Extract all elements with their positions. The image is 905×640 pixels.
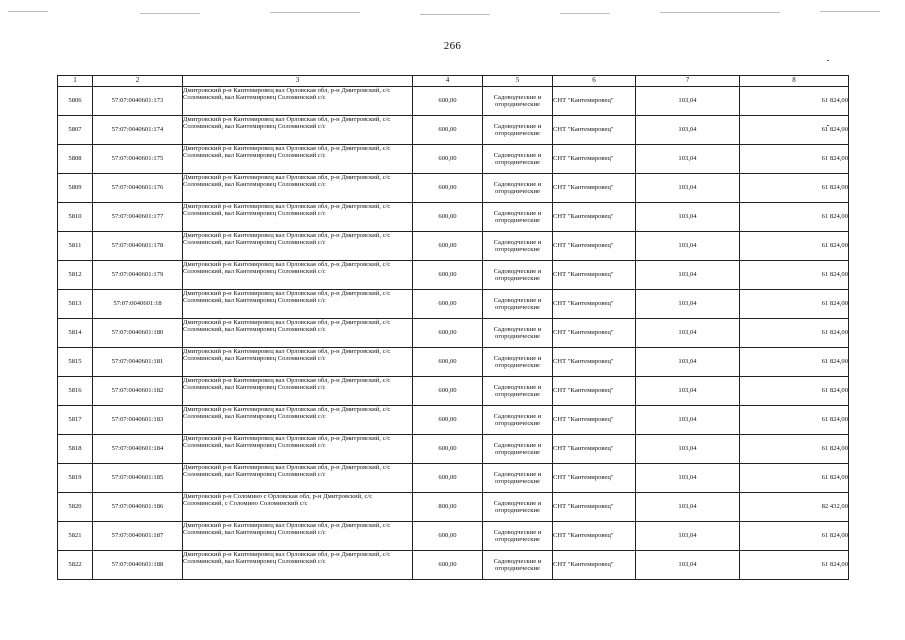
- cadastral-price: 103,04: [636, 261, 740, 290]
- row-number: 5811: [58, 232, 93, 261]
- plot-area: 600,00: [413, 522, 483, 551]
- row-number: 5810: [58, 203, 93, 232]
- land-use-purpose: Садоводческие и огороднические: [483, 290, 553, 319]
- cadastral-cost: 82 432,00: [740, 493, 849, 522]
- owner-name: СНТ "Кантемировец": [553, 319, 636, 348]
- cadastral-number: 57:07:0040601:182: [93, 377, 183, 406]
- plot-address: Дмитровский р-н Кантемировец вал Орловская обл, р-н Дмитровский, с/с Соломинский, вал Кантемировец Соломинский с/с: [183, 87, 413, 116]
- column-header-7: 7: [636, 76, 740, 87]
- plot-address: Дмитровский р-н Кантемировец вал Орловская обл, р-н Дмитровский, с/с Соломинский, вал Кантемировец Соломинский с/с: [183, 377, 413, 406]
- cadastral-cost: 61 824,00: [740, 377, 849, 406]
- cadastral-number: 57:07:0040601:178: [93, 232, 183, 261]
- page-number: 266: [443, 40, 462, 52]
- table-row: [58, 203, 849, 232]
- plot-address: Дмитровский р-н Соломино с Орловская обл, р-н Дмитровский, с/с Соломинский, с Соломино Соломинский с/с: [183, 493, 413, 522]
- cadastral-number: 57:07:0040601:188: [93, 551, 183, 580]
- cadastral-number: 57:07:0040601:185: [93, 464, 183, 493]
- land-use-purpose: Садоводческие и огороднические: [483, 87, 553, 116]
- land-use-purpose: Садоводческие и огороднические: [483, 435, 553, 464]
- plot-address: Дмитровский р-н Кантемировец вал Орловская обл, р-н Дмитровский, с/с Соломинский, вал Кантемировец Соломинский с/с: [183, 464, 413, 493]
- table-row: [58, 319, 849, 348]
- owner-name: СНТ "Кантемировец": [553, 116, 636, 145]
- cadastral-cost: 61 824,00: [740, 261, 849, 290]
- row-number: 5815: [58, 348, 93, 377]
- cadastral-number: 57:07:0040601:186: [93, 493, 183, 522]
- plot-address: Дмитровский р-н Кантемировец вал Орловская обл, р-н Дмитровский, с/с Соломинский, вал Кантемировец Соломинский с/с: [183, 174, 413, 203]
- cadastral-cost: 61 824,00: [740, 435, 849, 464]
- plot-area: 600,00: [413, 348, 483, 377]
- scan-artifact-strip: [0, 8, 905, 22]
- cadastral-price: 103,04: [636, 232, 740, 261]
- land-use-purpose: Садоводческие и огороднические: [483, 464, 553, 493]
- row-number: 5809: [58, 174, 93, 203]
- cadastral-cost: 61 824,00: [740, 174, 849, 203]
- plot-area: 600,00: [413, 87, 483, 116]
- table-row: [58, 232, 849, 261]
- cadastral-cost: 61 824,00: [740, 116, 849, 145]
- plot-address: Дмитровский р-н Кантемировец вал Орловская обл, р-н Дмитровский, с/с Соломинский, вал Кантемировец Соломинский с/с: [183, 406, 413, 435]
- cadastral-number: 57:07:0040601:181: [93, 348, 183, 377]
- cadastral-price: 103,04: [636, 174, 740, 203]
- owner-name: СНТ "Кантемировец": [553, 348, 636, 377]
- row-number: 5821: [58, 522, 93, 551]
- cadastral-number: 57:07:0040601:177: [93, 203, 183, 232]
- land-plot-register-table: [57, 75, 849, 580]
- owner-name: СНТ "Кантемировец": [553, 464, 636, 493]
- land-use-purpose: Садоводческие и огороднические: [483, 116, 553, 145]
- cadastral-price: 103,04: [636, 87, 740, 116]
- cadastral-cost: 61 824,00: [740, 319, 849, 348]
- plot-area: 600,00: [413, 377, 483, 406]
- cadastral-number: 57:07:0040601:18: [93, 290, 183, 319]
- land-use-purpose: Садоводческие и огороднические: [483, 522, 553, 551]
- column-header-1: 1: [58, 76, 93, 87]
- plot-address: Дмитровский р-н Кантемировец вал Орловская обл, р-н Дмитровский, с/с Соломинский, вал Кантемировец Соломинский с/с: [183, 232, 413, 261]
- owner-name: СНТ "Кантемировец": [553, 406, 636, 435]
- table-row: [58, 261, 849, 290]
- cadastral-price: 103,04: [636, 348, 740, 377]
- table-row: [58, 435, 849, 464]
- row-number: 5822: [58, 551, 93, 580]
- plot-area: 600,00: [413, 464, 483, 493]
- plot-address: Дмитровский р-н Кантемировец вал Орловская обл, р-н Дмитровский, с/с Соломинский, вал Кантемировец Соломинский с/с: [183, 319, 413, 348]
- plot-area: 600,00: [413, 261, 483, 290]
- table-row: [58, 348, 849, 377]
- row-number: 5808: [58, 145, 93, 174]
- plot-area: 600,00: [413, 319, 483, 348]
- table-row: [58, 464, 849, 493]
- cadastral-number: 57:07:0040601:176: [93, 174, 183, 203]
- cadastral-price: 103,04: [636, 145, 740, 174]
- land-use-purpose: Садоводческие и огороднические: [483, 145, 553, 174]
- plot-area: 600,00: [413, 435, 483, 464]
- row-number: 5820: [58, 493, 93, 522]
- owner-name: СНТ "Кантемировец": [553, 261, 636, 290]
- plot-area: 600,00: [413, 174, 483, 203]
- plot-address: Дмитровский р-н Кантемировец вал Орловская обл, р-н Дмитровский, с/с Соломинский, вал Кантемировец Соломинский с/с: [183, 145, 413, 174]
- plot-area: 600,00: [413, 203, 483, 232]
- plot-area: 600,00: [413, 232, 483, 261]
- land-use-purpose: Садоводческие и огороднические: [483, 232, 553, 261]
- owner-name: СНТ "Кантемировец": [553, 551, 636, 580]
- cadastral-number: 57:07:0040601:173: [93, 87, 183, 116]
- column-header-4: 4: [413, 76, 483, 87]
- plot-area: 600,00: [413, 116, 483, 145]
- plot-address: Дмитровский р-н Кантемировец вал Орловская обл, р-н Дмитровский, с/с Соломинский, вал Кантемировец Соломинский с/с: [183, 551, 413, 580]
- cadastral-price: 103,04: [636, 319, 740, 348]
- column-header-8: 8: [740, 76, 849, 87]
- row-number: 5817: [58, 406, 93, 435]
- cadastral-number: 57:07:0040601:175: [93, 145, 183, 174]
- land-use-purpose: Садоводческие и огороднические: [483, 348, 553, 377]
- column-header-3: 3: [183, 76, 413, 87]
- table-row: [58, 522, 849, 551]
- owner-name: СНТ "Кантемировец": [553, 435, 636, 464]
- cadastral-number: 57:07:0040601:174: [93, 116, 183, 145]
- owner-name: СНТ "Кантемировец": [553, 290, 636, 319]
- owner-name: СНТ "Кантемировец": [553, 522, 636, 551]
- table-row: [58, 290, 849, 319]
- cadastral-price: 103,04: [636, 435, 740, 464]
- cadastral-cost: 61 824,00: [740, 348, 849, 377]
- cadastral-cost: 61 824,00: [740, 290, 849, 319]
- plot-address: Дмитровский р-н Кантемировец вал Орловская обл, р-н Дмитровский, с/с Соломинский, вал Кантемировец Соломинский с/с: [183, 116, 413, 145]
- column-header-5: 5: [483, 76, 553, 87]
- table-row: [58, 377, 849, 406]
- plot-address: Дмитровский р-н Кантемировец вал Орловская обл, р-н Дмитровский, с/с Соломинский, вал Кантемировец Соломинский с/с: [183, 348, 413, 377]
- owner-name: СНТ "Кантемировец": [553, 377, 636, 406]
- plot-address: Дмитровский р-н Кантемировец вал Орловская обл, р-н Дмитровский, с/с Соломинский, вал Кантемировец Соломинский с/с: [183, 290, 413, 319]
- cadastral-cost: 61 824,00: [740, 232, 849, 261]
- plot-area: 600,00: [413, 406, 483, 435]
- row-number: 5806: [58, 87, 93, 116]
- table-row: [58, 87, 849, 116]
- row-number: 5814: [58, 319, 93, 348]
- cadastral-price: 103,04: [636, 290, 740, 319]
- plot-address: Дмитровский р-н Кантемировец вал Орловская обл, р-н Дмитровский, с/с Соломинский, вал Кантемировец Соломинский с/с: [183, 522, 413, 551]
- cadastral-price: 103,04: [636, 406, 740, 435]
- cadastral-cost: 61 824,00: [740, 145, 849, 174]
- scan-speck: [827, 60, 829, 61]
- cadastral-number: 57:07:0040601:184: [93, 435, 183, 464]
- plot-address: Дмитровский р-н Кантемировец вал Орловская обл, р-н Дмитровский, с/с Соломинский, вал Кантемировец Соломинский с/с: [183, 203, 413, 232]
- cadastral-cost: 61 824,00: [740, 522, 849, 551]
- row-number: 5818: [58, 435, 93, 464]
- owner-name: СНТ "Кантемировец": [553, 87, 636, 116]
- land-use-purpose: Садоводческие и огороднические: [483, 261, 553, 290]
- column-header-6: 6: [553, 76, 636, 87]
- plot-address: Дмитровский р-н Кантемировец вал Орловская обл, р-н Дмитровский, с/с Соломинский, вал Кантемировец Соломинский с/с: [183, 435, 413, 464]
- cadastral-cost: 61 824,00: [740, 551, 849, 580]
- land-use-purpose: Садоводческие и огороднические: [483, 493, 553, 522]
- row-number: 5816: [58, 377, 93, 406]
- cadastral-cost: 61 824,00: [740, 87, 849, 116]
- row-number: 5807: [58, 116, 93, 145]
- cadastral-number: 57:07:0040601:187: [93, 522, 183, 551]
- header-row: [58, 76, 849, 87]
- land-use-purpose: Садоводческие и огороднические: [483, 406, 553, 435]
- land-use-purpose: Садоводческие и огороднические: [483, 174, 553, 203]
- owner-name: СНТ "Кантемировец": [553, 145, 636, 174]
- table-row: [58, 145, 849, 174]
- cadastral-price: 103,04: [636, 522, 740, 551]
- cadastral-number: 57:07:0040601:180: [93, 319, 183, 348]
- cadastral-cost: 61 824,00: [740, 464, 849, 493]
- cadastral-price: 103,04: [636, 551, 740, 580]
- land-use-purpose: Садоводческие и огороднические: [483, 319, 553, 348]
- table-row: [58, 174, 849, 203]
- plot-address: Дмитровский р-н Кантемировец вал Орловская обл, р-н Дмитровский, с/с Соломинский, вал Кантемировец Соломинский с/с: [183, 261, 413, 290]
- plot-area: 600,00: [413, 290, 483, 319]
- cadastral-cost: 61 824,00: [740, 203, 849, 232]
- table-row: [58, 551, 849, 580]
- plot-area: 600,00: [413, 551, 483, 580]
- row-number: 5812: [58, 261, 93, 290]
- land-use-purpose: Садоводческие и огороднические: [483, 377, 553, 406]
- land-use-purpose: Садоводческие и огороднические: [483, 203, 553, 232]
- owner-name: СНТ "Кантемировец": [553, 203, 636, 232]
- table-row: [58, 406, 849, 435]
- cadastral-price: 103,04: [636, 493, 740, 522]
- cadastral-cost: 61 824,00: [740, 406, 849, 435]
- plot-area: 800,00: [413, 493, 483, 522]
- row-number: 5813: [58, 290, 93, 319]
- cadastral-price: 103,04: [636, 377, 740, 406]
- cadastral-price: 103,04: [636, 203, 740, 232]
- row-number: 5819: [58, 464, 93, 493]
- owner-name: СНТ "Кантемировец": [553, 232, 636, 261]
- table-row: [58, 116, 849, 145]
- table-row: [58, 493, 849, 522]
- plot-area: 600,00: [413, 145, 483, 174]
- cadastral-price: 103,04: [636, 116, 740, 145]
- owner-name: СНТ "Кантемировец": [553, 493, 636, 522]
- cadastral-number: 57:07:0040601:179: [93, 261, 183, 290]
- owner-name: СНТ "Кантемировец": [553, 174, 636, 203]
- column-header-2: 2: [93, 76, 183, 87]
- land-use-purpose: Садоводческие и огороднические: [483, 551, 553, 580]
- cadastral-price: 103,04: [636, 464, 740, 493]
- cadastral-number: 57:07:0040601:183: [93, 406, 183, 435]
